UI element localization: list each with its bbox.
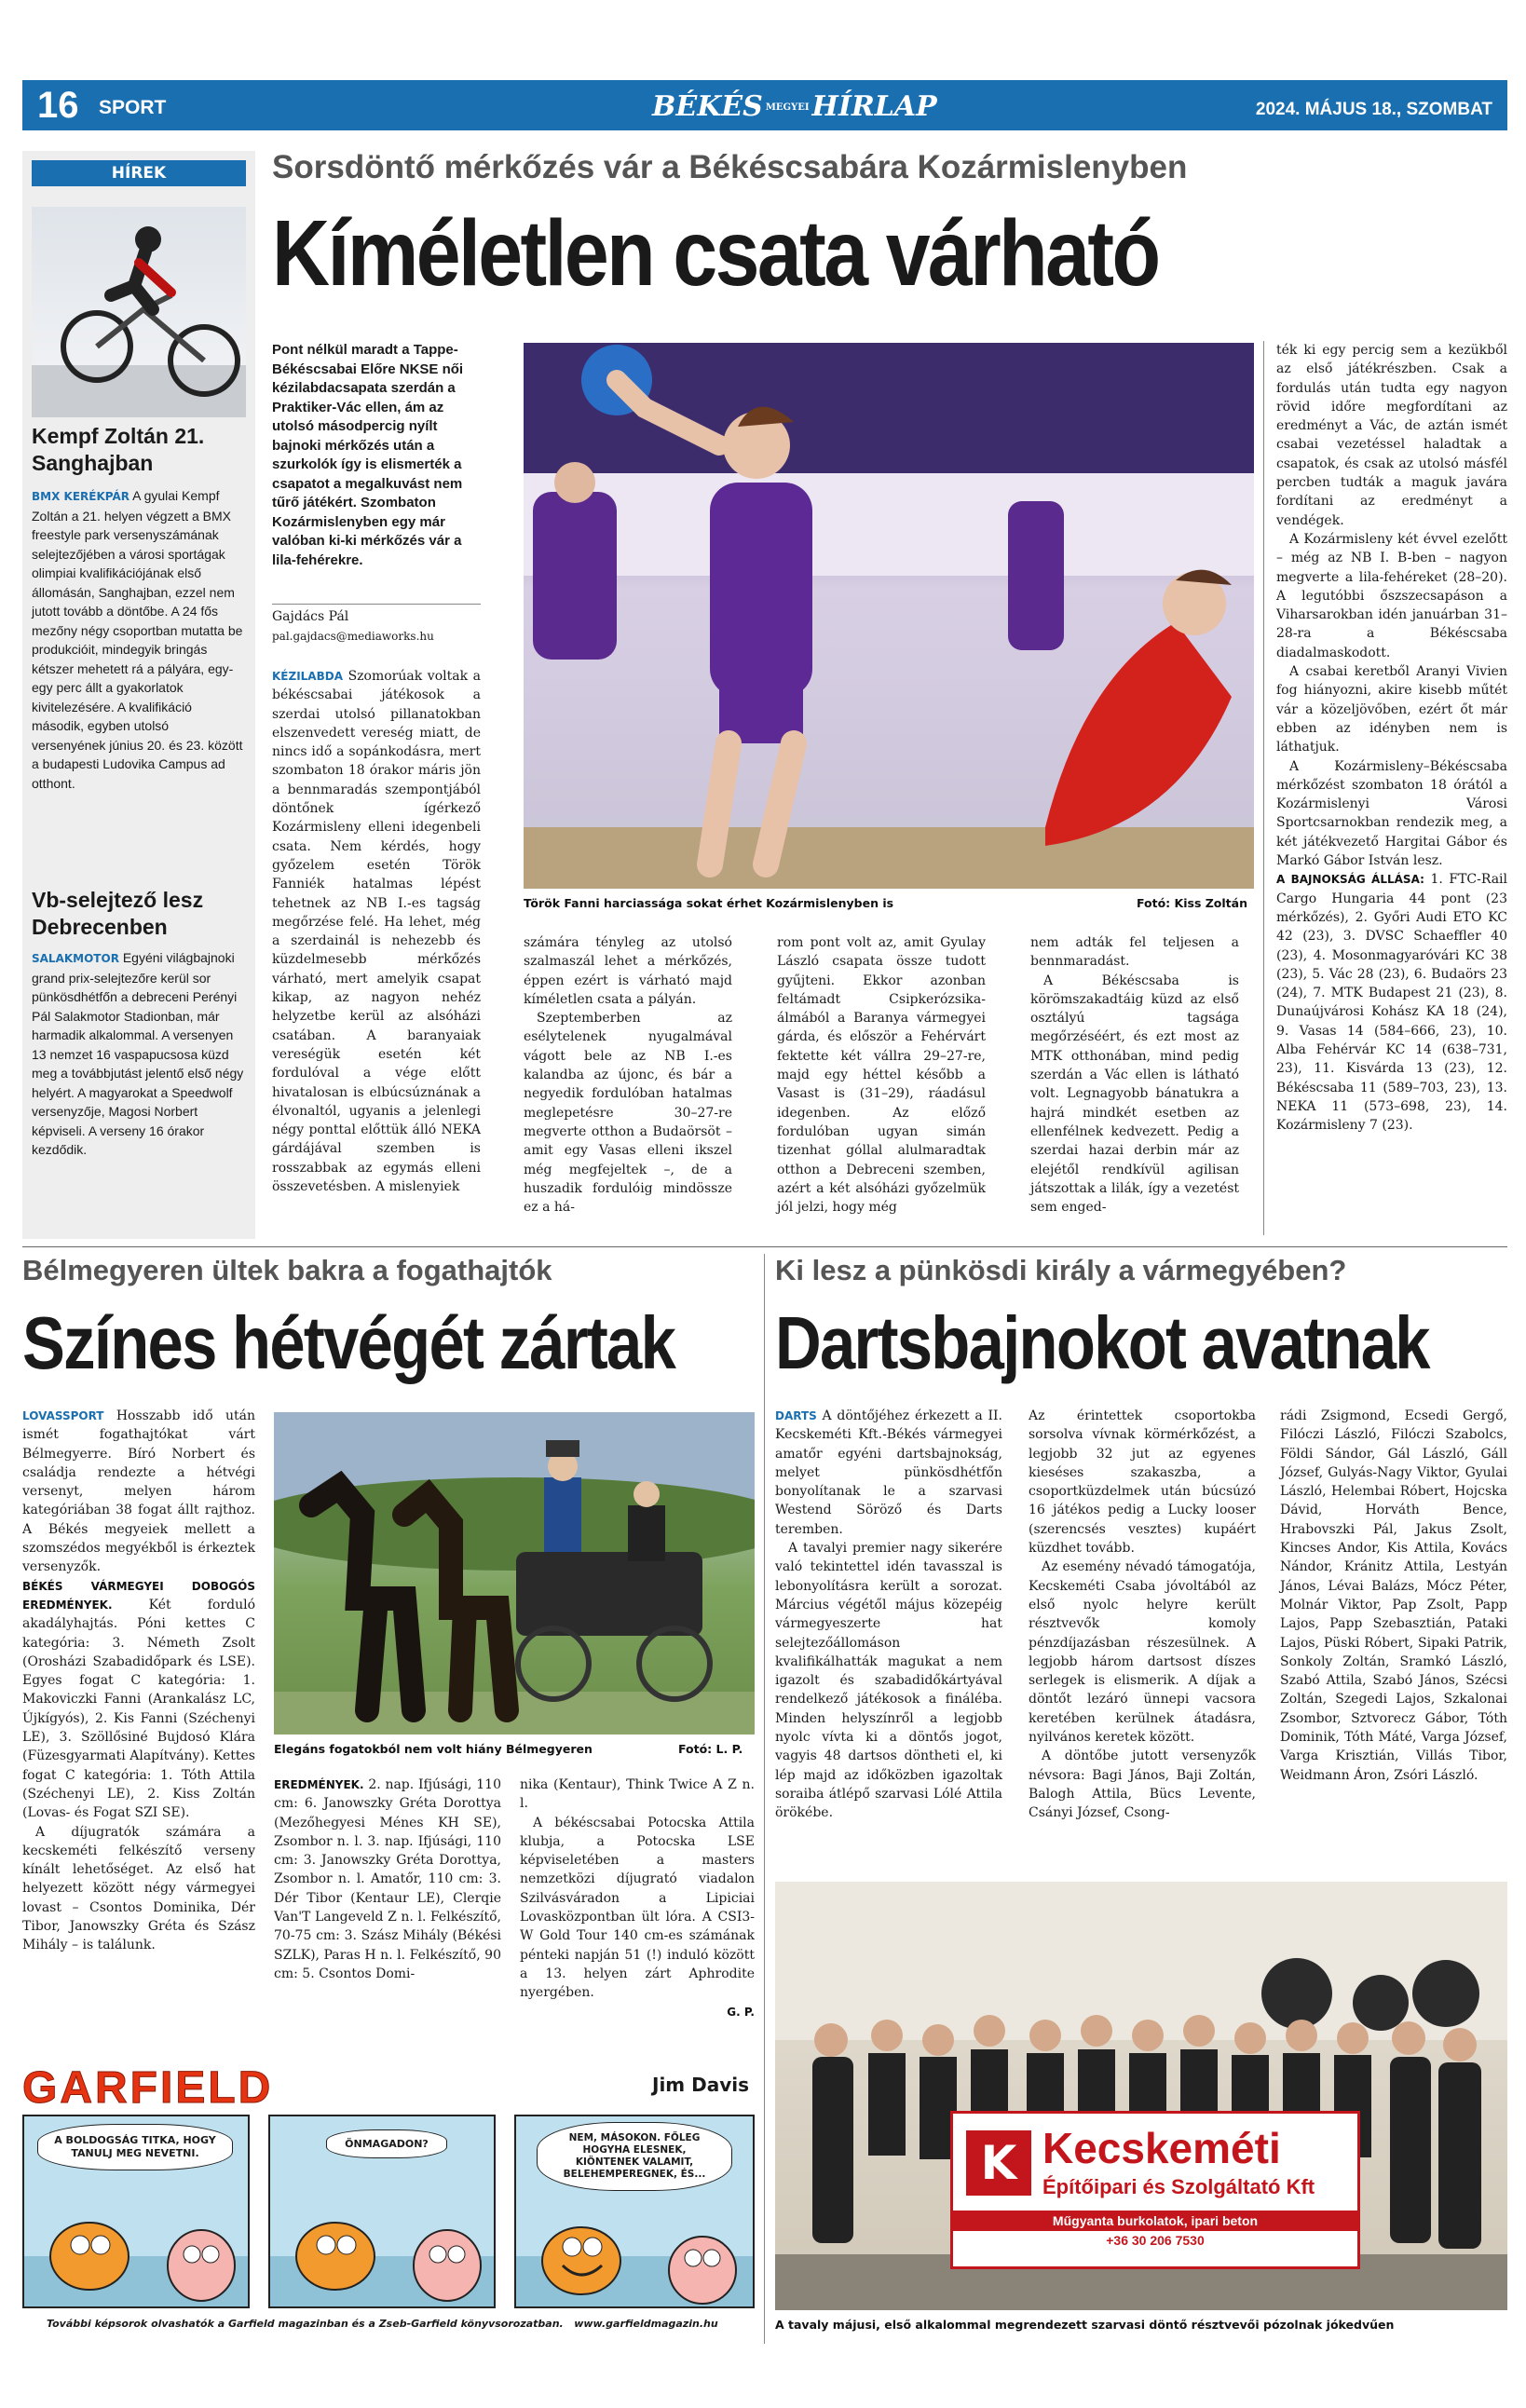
main-col1 (272, 667, 481, 1196)
main-author: Gajdács Pál (272, 609, 349, 624)
main-col4-text: nem adták fel teljesen a bennmaradást. (1030, 935, 1239, 970)
sidebar-story1-kicker: BMX KERÉKPÁR (32, 490, 129, 503)
sidebar-story1-text (32, 486, 246, 793)
comic-footer: További képsorok olvashatók a Garfield magazinban és a Zseb-Garfield könyvsorozatban. www.garfieldmagazin.hu (47, 2318, 718, 2330)
handball-credit: Fotó: Kiss Zoltán (1137, 896, 1247, 910)
main-col2 (524, 933, 732, 1217)
art2-col3-text: nika (Kentaur), Think Twice A Z n. l. (520, 1777, 755, 1812)
sidebar-story2-kicker: SALAKMOTOR (32, 952, 119, 965)
art2-kicker: LOVASSPORT (22, 1409, 104, 1422)
sidebar-story2-title: Vb-selejtező lesz Debrecenben (32, 888, 204, 939)
carriage-credit: Fotó: L. P. (678, 1742, 743, 1756)
section-divider (22, 1246, 1507, 1247)
art3-headline: Dartsbajnokot avatnak (775, 1301, 1429, 1384)
comic-panel-2 (268, 2115, 496, 2308)
lead-divider (272, 604, 481, 605)
sidebar-story2-body: Egyéni világbajnoki grand prix-selejtezőre kerül sor pünkösdhétfőn a debreceni Perényi Pál Salakmotor Stadionban, már harmadik alkalommal. A versenyen 13 nemzet 16 vaspapucsosa küzd meg a továbbjutást jelentő első négy helyért. A magyarokat a Speedwolf versenyzője, Magosi Norbert képviseli. A verseny 16 órakor kezdődik. (32, 950, 244, 1157)
masthead-logo (652, 89, 937, 125)
art2-results2-label: EREDMÉNYEK. (274, 1778, 364, 1791)
main-col5 (1276, 341, 1507, 1135)
section-name: SPORT (99, 97, 167, 118)
main-col3 (777, 933, 986, 1217)
main-col5-p3: A csabai keretből Aranyi Vivien fog hiányozni, akire kisebb műtét vár a közeljövőben, ezért őt már ebben az idényben nem is láthatjuk. (1276, 664, 1507, 755)
art2-col2-text: 2. nap. Ifjúsági, 110 cm: 6. Janowszky Gréta Dorottya (Mezőhegyesi Ménes KH SE), Zsombor n. l. 3. nap. Ifjúsági, 110 cm: 3. Janowszky Gréta Dorottya, Zsombor n. l. Amatőr, 110 cm: 3. Dér Tibor (Kentaur LE), Clerqie Van'T Langeveld Z n. l. Felkészítő, 70-75 cm: 3. Szász Mihály (Békési SZLK), Paras H n. l. Felkészítő, 90 cm: 5. Csontos Domi- (274, 1777, 501, 1981)
logo-word-megyei: MEGYEI (765, 102, 810, 113)
main-col2-p2: Szeptemberben az esélytelenek nyugalmával vágott bele az NB I.-es kalandba az újonc, és bár a negyedik fordulóban hatalmas meglepetésre 30–27-re megverte otthon a Budaörsöt – amit egy Vasas elleni ikszel még megfejeltek –, de a huszadik fordulóig mindössze ez a há- (524, 1011, 732, 1216)
logo-word-bekes: BÉKÉS (652, 90, 763, 123)
news-sidebar-tag: HÍREK (32, 160, 246, 186)
art2-col1 (22, 1407, 255, 1955)
art3-col1-p2: A tavalyi premier nagy sikerére való tekintettel idén tavasszal is lebonyolításra került a sorozat. Március végétől május közepéig vármegyeszerte hat selejtezőállomáson kvalifikálhatták magukat a nem igazolt és szabadidőkártyával rendelkező játékosok a fináléba. Minden helyszínről a legjobb nyolc vívta ki a döntős jogot, vagyis 48 dartsos döntheti el, ki lép majd az időközben igazoltak soraiba átlépő szarvasi Lólé Attila örökébe. (775, 1541, 1002, 1821)
sponsor-logo-icon: K (966, 2130, 1031, 2196)
comic-title: GARFIELD (22, 2063, 274, 2113)
main-col5-text: ték ki egy percig sem a kezükből az első játékrészben. Csak a fordulás után tudta egy nagyon rövid időre megfordítani az eredményt a Vác, de aztán ismét csabai vezetéssel haladtak a csapatok, és csak az utolsó másfél percben tudták a maguk javára fordítani az eredményt a vendégek. (1276, 343, 1507, 528)
handball-photo (524, 343, 1254, 889)
art2-col3 (520, 1775, 755, 2021)
handball-caption: Török Fanni harciassága sokat érhet Kozármislenyben is (524, 896, 894, 910)
issue-date: 2024. MÁJUS 18., SZOMBAT (1255, 100, 1492, 119)
art3-col3 (1280, 1407, 1507, 1785)
main-col5-p2: A Kozármisleny két évvel ezelőtt – még az NB I. B-ben – nagyon megverte a lila-fehéreket (28–20). A legutóbbi őszszecsapáson a Viharsarokban idén januárban 31–28-ra a Békéscsaba diadalmaskodott. (1276, 531, 1507, 660)
panel3-speech: NEM, MÁSOKON. FŐLEG HOGYHA ELESNEK, KIÖNTENEK VALAMIT, BELEHEMPEREGNEK, ÉS... (537, 2122, 732, 2191)
sponsor-phone: +36 30 206 7530 (1106, 2233, 1205, 2248)
standings-text: 1. FTC-Rail Cargo Hungaria 44 pont (23 mérkőzés), 2. Győri Audi ETO KC 42 (23), 3. DVSC Schaeffler 40 (23), 4. Mosonmagyaróvári KC 38 (23), 5. Vác 28 (23), 6. Budaörs 23 (24), 7. MTK Budapest 21 (23), 8. Dunaújvárosi Kohász KA 18 (24), 9. Vasas 14 (584–666, 23), 10. Alba Fehérvár KC 14 (638–731, 23), 11. Kisvárda 13 (23), 12. Békéscsaba 11 (589–703, 23), 13. NEKA 11 (573–698, 23), 14. Kozármisleny 7 (23). (1276, 872, 1508, 1134)
main-col2-text: számára tényleg az utolsó szalmaszál lehet a mérkőzés, éppen ezért is várható majd kíméletlen csata a pályán. (524, 935, 732, 1007)
main-lead: Pont nélkül maradt a Tappe-Békéscsabai Előre NKSE női kézilabdacsapata szerdán a Praktiker-Vác ellen, ám az utolsó másodpercig nyílt bajnoki mérkőzés után a szurkolók így is elismerték a csapatot a megalkuvást nem tűrő játékért. Szombaton Kozármislenyben egy már valóban ki-ki mérkőzés vár a lila-fehérekre. (272, 342, 464, 568)
art2-signature: G. P. (727, 2005, 755, 2019)
art3-col2-p2: Az esemény névadó támogatója, Kecskeméti Csaba jóvoltából az első nyolc helyre került résztvevők komoly pénzdíjazásban részesülnek. A legjobb három dartsost díszes serlegek is elismerik. A díjak a döntőt lezáró ünnepi vacsora keretében kerülnek átadásra, nyilvános keretek között. (1029, 1559, 1256, 1746)
main-col4-p2: A Békéscsaba is körömszakadtáig küzd az első osztályú tagsága megőrzéséért, és ezt most az MTK otthonában, mind pedig szerdán a Vác ellen is látható volt. Legnagyobb bánatukra a hajrá mindkét esetben az ellenfélnek kedvezett. Pedig a szerdai hazai derbin már az elejétől rendkívül agilisan játszottak a lilák, így a vezetést sem enged- (1030, 973, 1239, 1216)
sidebar-story1-body: A gyulai Kempf Zoltán a 21. helyen végzett a BMX freestyle park versenyszámának selejtezőjében a városi sportágak olimpiai kvalifikációjának első állomásán, Sanghajban, ezzel nem jutott tovább a döntőbe. A 24 fős mezőny négy csoportban mutatta be produkcióit, mindegyik bringás kétszer mehetett rá a pályára, egy-egy perc állt a gyakorlatok kivitelezésére. A kvalifikáció második, egyben utolsó versenyének június 20. és 23. között a budapesti Ludovika Campus ad otthont. (32, 488, 243, 791)
carriage-photo (274, 1412, 755, 1735)
art2-col1-p2: Két forduló akadályhajtás. Póni kettes C kategória: 3. Németh Zsolt (Orosházi Szabadidőpark és LSE). Egyes fogat C kategória: 1. Makoviczki Fanni (Arankalász LC, Újkígyós), 2. Kis Fanni (Széchenyi LE), 3. Szöllősiné Bujdosó Klára (Füzesgyarmati Alapítvány). Kettes fogat C kategória: 1. Tóth Attila (Széchenyi LE), 2. Kiss Zoltán (Lovas- és Fogat SZI SE). (22, 1597, 255, 1821)
main-author-email: pal.gajdacs@mediaworks.hu (272, 630, 434, 643)
sidebar-story2-text (32, 948, 246, 1160)
main-headline: Kíméletlen csata várható (272, 201, 1159, 306)
main-kicker-title: Sorsdöntő mérkőzés vár a Békéscsabára Kozármislenyben (272, 149, 1188, 185)
standings-label: A BAJNOKSÁG ÁLLÁSA: (1276, 873, 1424, 887)
art3-col2 (1029, 1407, 1256, 1823)
darts-group-photo (775, 1882, 1507, 2310)
page-number: 16 (37, 85, 79, 126)
article-divider (764, 1254, 765, 2344)
sponsor-banner (950, 2111, 1360, 2269)
art3-kicker: DARTS (775, 1409, 817, 1422)
bmx-photo (32, 207, 246, 417)
sponsor-services: Műgyanta burkolatok, ipari beton (953, 2211, 1357, 2231)
comic-author: Jim Davis (652, 2074, 749, 2096)
art2-col1-p3: A díjugratók számára a kecskeméti felkészítő verseny kínált lehetőséget. Az első hat helyezett között négy vármegyei lovast – Csontos Dominika, Dér Tibor, Janowszky Gréta és Szász Mihály – is találunk. (22, 1824, 255, 1953)
art2-col3-p2: A békéscsabai Potocska Attila klubja, a Potocska LSE képviseletében a masters nemzetközi díjugrató viadalon Szilvásváradon a Lipiciai Lovasközpontban ült lóra. A CSI3-W Gold Tour 140 cm-es számának pénteki napján 51 (!) induló között a 13. helyen zárt Aphrodite nyergében. (520, 1815, 755, 2001)
art2-kicker-title: Bélmegyeren ültek bakra a fogathajtók (22, 1254, 552, 1286)
art2-results-label: BÉKÉS VÁRMEGYEI DOBOGÓS EREDMÉNYEK. (22, 1579, 255, 1612)
panel1-speech: A BOLDOGSÁG TITKA, HOGY TANULJ MEG NEVETNI. (37, 2124, 233, 2170)
darts-caption: A tavaly májusi, első alkalommal megrendezett szarvasi döntő résztvevői pózolnak jókedvűen (775, 2318, 1395, 2332)
art2-headline: Színes hétvégét zártak (22, 1301, 675, 1384)
art3-col3-text: rádi Zsigmond, Ecsedi Gergő, Filóczi László, Filóczi Szabolcs, Földi Sándor, Gál László, Gáll József, Gulyás-Nagy Viktor, Gyulai László, Helembai Róbert, Hojcska Dávid, Horváth Bence, Hrabovszki Pál, Jakus Zsolt, Kincses Andor, Kis Attila, Kovács Nándor, Kránitz Attila, Lestyán János, Lévai Balázs, Mócz Péter, Molnár Viktor, Pap Zsolt, Papp Lajos, Papp Szebasztián, Pataki Lajos, Püski Róbert, Sipaki Patrik, Sonkoly Zoltán, Sramkó László, Szabó Attila, Szabó János, Szécsi Zoltán, Szegedi Lajos, Szkalonai Zsombor, Sztvorecz Gábor, Tóth Dominik, Tóth Máté, Varga József, Varga Krisztián, Villás Tibor, Weidmann Áron, Zsóri László. (1280, 1408, 1507, 1783)
logo-word-hirlap: HÍRLAP (811, 90, 937, 123)
main-col1-text: Szomorúak voltak a békéscsabai játékosok a szerdai utolsó pillanatokban elszenvedett vereség miatt, de nincs idő a sopánkodásra, mert szombaton 18 órakor máris jön a bennmaradás szempontjából döntőnek ígérkező Kozármisleny elleni idegenbeli csata. Nem kérdés, hogy győzelem esetén Török Fanniék hatalmas lépést tehetnek az NB I.-es tagság megőrzése felé. Ha lehet, még a szerdainál is nehezebb és küzdelmesebb mérkőzés várható, mert amelyik csapat kikap, az nagyon nehéz helyzetbe kerül az alsóházi csatában. A baranyaiak vereségük esetén két fordulóval a vége előtt hivatalosan is elbúcsúznának a élvonaltól, ugyanis a jelenlegi négy ponttal előttük álló NEKA gárdájával szemben is rosszabbak az egymás elleni összevetésben. A mislenyiek (272, 669, 481, 1195)
art3-col1 (775, 1407, 1002, 1823)
main-col3-text: rom pont volt az, amit Gyulay László csapata össze tudott gyűjteni. Ekkor azonban feltámadt Csipkerózsika-álmából a Baranya vármegyei gárda, és először a Fehérvárt fektette két vállra 29–27-re, majd egy héttel később a Vasast is (31–29), ráadásul idegenben. Az előző fordulóban ugyan simán tizenhat góllal alulmaradtak otthon a Debreceni szemben, azért a két alsóházi győzelmük jól jelzi, hogy még (777, 935, 986, 1216)
comic-panel-3 (514, 2115, 755, 2308)
main-kicker: KÉZILABDA (272, 670, 343, 683)
sponsor-name: Kecskeméti (1042, 2124, 1281, 2172)
art3-col2-text: Az érintettek csoportokba sorsolva vívnak körmérkőzést, a legjobb 32 jut az egyenes kieséses szakaszba, a csoportküzdelmek után búcsúzó 16 játékos pedig a Lucky looser (szerencsés vesztes) kupáért küzdhet tovább. (1029, 1408, 1256, 1557)
sponsor-subtitle: Építőipari és Szolgáltató Kft (1042, 2175, 1315, 2198)
sidebar-story1-title: Kempf Zoltán 21. Sanghajban (32, 424, 205, 475)
comic-panel-1 (22, 2115, 250, 2308)
main-col4 (1030, 933, 1239, 1217)
art2-col2 (274, 1775, 501, 1983)
art3-col1-text: A döntőjéhez érkezett a II. Kecskeméti Kft.-Békés vármegyei amatőr egyéni dartsbajnokság, melyet pünkösdhétfőn bonyolítanak le a szarvasi Westend Söröző és Darts teremben. (775, 1408, 1002, 1537)
main-column-rule (1263, 341, 1264, 1235)
art3-kicker-title: Ki lesz a pünkösdi király a vármegyében? (775, 1254, 1347, 1286)
art3-col2-p3: A döntőbe jutott versenyzők névsora: Bagi János, Baji Zoltán, Balogh Attila, Bücs Levente, Csányi József, Csong- (1029, 1748, 1256, 1821)
art2-col1-text: Hosszabb idő után ismét fogathajtókat várt Bélmegyerre. Bíró Norbert és családja rendezte a hétvégi versenyt, melyen három kategóriában 38 fogat állt rajthoz. A Békés megyeiek mellett a szomszédos megyékből is érkeztek versenyzők. (22, 1408, 255, 1575)
main-col5-p4: A Kozármisleny–Békéscsaba mérkőzést szombaton 18 órától a Kozármislenyi Városi Sportcsarnokban rendezik meg, a két játékvezető Hargitai Gábor és Markó Gábor István lesz. (1276, 758, 1507, 869)
panel2-speech: ÖNMAGADON? (326, 2129, 447, 2158)
carriage-caption: Elegáns fogatokból nem volt hiány Bélmegyeren (274, 1742, 593, 1756)
